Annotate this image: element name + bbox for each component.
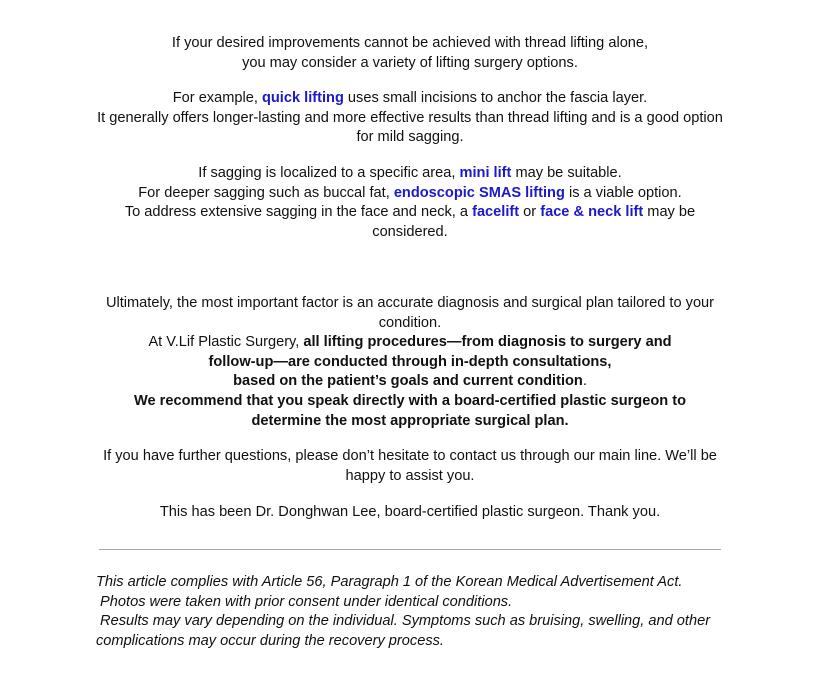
signoff-paragraph <box>96 503 724 523</box>
example-line-1 <box>96 89 724 109</box>
facelift-line <box>96 203 724 242</box>
clinic-bold-1: all lifting procedures—from diagnosis to surgery and follow-up—are conducted through in-depth consultations, <box>208 334 672 370</box>
facelift-link[interactable]: facelift <box>472 204 520 221</box>
example-prefix: For example, <box>172 90 262 106</box>
quick-lifting-link[interactable]: quick lifting <box>261 90 344 106</box>
disclaimer-line-3: Results may vary depending on the individual. Symptoms such as bruising, swelling, and other <box>96 613 711 630</box>
mini-suffix: may be suitable. <box>511 165 622 181</box>
intro-line-2: you may consider a variety of lifting surgery options. <box>242 54 578 71</box>
clinic-period: . <box>582 373 587 390</box>
disclaimer-line-1: This article complies with Article 56, Paragraph 1 of the Korean Medical Advertisement Act. <box>96 574 683 590</box>
mini-prefix: If sagging is localized to a specific area, <box>198 165 460 181</box>
conclusion-line-1: Ultimately, the most important factor is an accurate diagnosis and surgical plan tailored to your condition. <box>105 295 715 331</box>
face-prefix: To address extensive sagging in the face and neck, a <box>124 204 473 221</box>
contact-paragraph <box>96 447 724 486</box>
contact-text: If you have further questions, please don’t hesitate to contact us through our main line. We’ll be happy to assist you. <box>103 448 717 484</box>
recommend-bold: We recommend that you speak directly with a board-certified plastic surgeon to determine the most appropriate surgical plan. <box>134 392 686 429</box>
mini-lift-line <box>96 164 724 184</box>
disclaimer-line-2: Photos were taken with prior consent under identical conditions. <box>96 593 513 610</box>
smas-line <box>96 184 724 204</box>
mini-lift-link[interactable]: mini lift <box>459 165 512 181</box>
face-suffix: may be considered. <box>372 204 696 240</box>
smas-suffix: is a viable option. <box>564 184 682 201</box>
smas-prefix: For deeper sagging such as buccal fat, <box>138 184 394 201</box>
face-neck-lift-link[interactable]: face & neck lift <box>540 204 644 221</box>
conclusion-paragraph <box>96 294 724 431</box>
clinic-prefix: At V.Lif Plastic Surgery, <box>148 334 304 351</box>
legal-disclaimer <box>96 573 736 651</box>
intro-paragraph <box>96 34 724 73</box>
intro-line-1: If your desired improvements cannot be achieved with thread lifting alone, <box>171 35 649 51</box>
signoff-text: This has been Dr. Donghwan Lee, board-certified plastic surgeon. Thank you. <box>159 504 661 520</box>
or-text: or <box>519 204 541 221</box>
disclaimer-line-4: complications may occur during the recovery process. <box>96 632 444 649</box>
recommend-line <box>96 392 724 431</box>
clinic-statement <box>96 333 724 392</box>
example-suffix: uses small incisions to anchor the fascia layer. <box>343 90 648 106</box>
endoscopic-smas-link[interactable]: endoscopic SMAS lifting <box>393 184 565 201</box>
options-paragraph <box>96 164 724 242</box>
clinic-bold-2: based on the patient’s goals and current condition <box>233 373 583 390</box>
example-line-2: It generally offers longer-lasting and more effective results than thread lifting and is a good option for mild sagging. <box>97 109 723 146</box>
example-paragraph <box>96 89 724 148</box>
section-divider <box>99 549 721 550</box>
